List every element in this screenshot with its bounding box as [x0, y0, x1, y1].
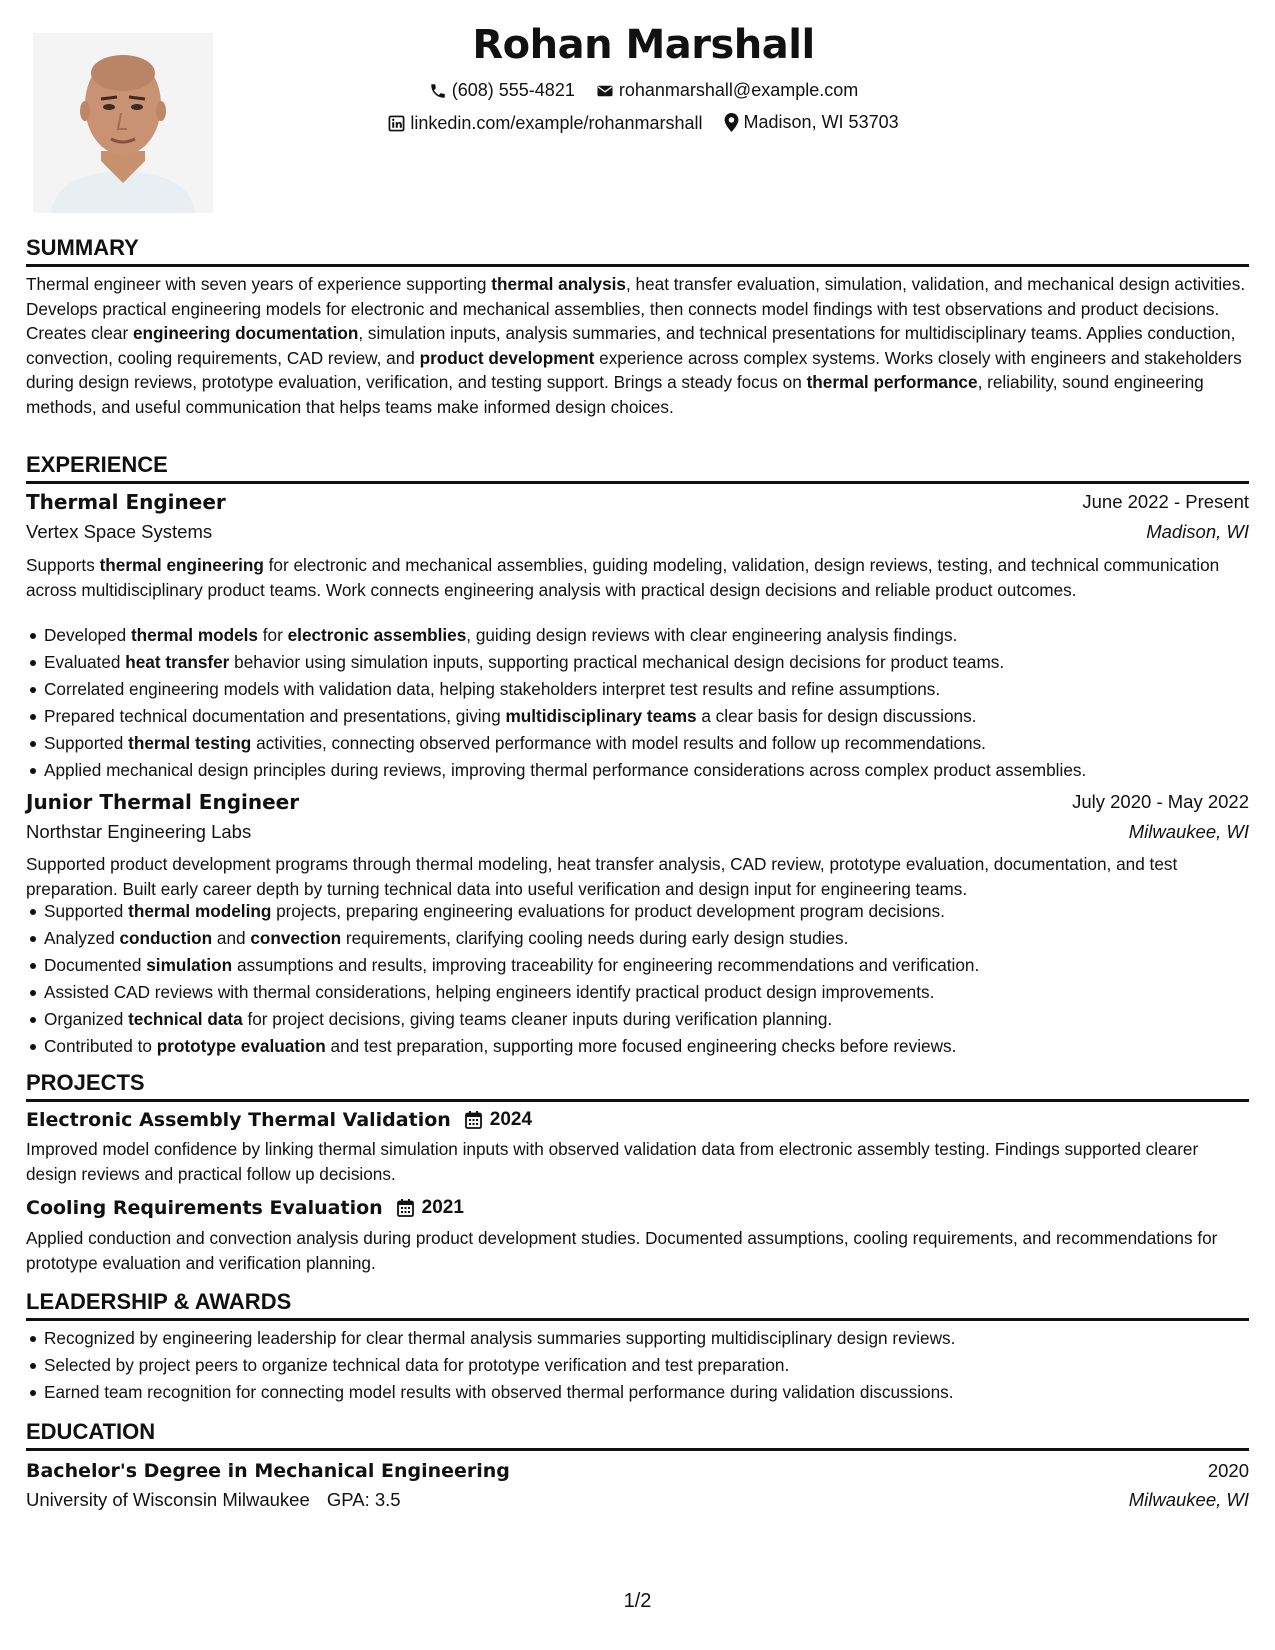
education-divider: [26, 1448, 1249, 1451]
text-segment: Contributed to: [44, 1036, 157, 1056]
text-segment: Supported product development programs through thermal modeling, heat transfer analysis, CAD review, prototype evaluation, documentation, and test preparation. Built early career depth by turning technical data into useful verification and design input for engineering teams.: [26, 854, 1178, 899]
text-segment: a clear basis for design discussions.: [696, 706, 977, 726]
contact-row-secondary: [0, 112, 1275, 137]
page-number: 1/2: [623, 1590, 652, 1612]
gpa: GPA: 3.5: [326, 1489, 401, 1510]
text-segment: , reliability, sound engineering methods, and useful communication that helps teams make informed design choices.: [26, 372, 1204, 417]
contact-linkedin[interactable]: [388, 113, 702, 134]
text-segment: activities, connecting observed performance with model results and follow up recommendations.: [251, 733, 986, 753]
job-company: Vertex Space Systems: [26, 521, 213, 542]
text-segment: Organized: [44, 1009, 129, 1029]
bullet-item: Recognized by engineering leadership for clear thermal analysis summaries supporting multidisciplinary design reviews.: [26, 1325, 1251, 1352]
job-dates: July 2020 - May 2022: [1072, 791, 1249, 812]
experience-heading: EXPERIENCE: [26, 452, 168, 477]
emphasis-text: thermal models: [130, 625, 258, 645]
text-segment: Thermal engineer with seven years of experience supporting: [26, 274, 492, 294]
email-text: rohanmarshall@example.com: [618, 80, 859, 100]
text-segment: , heat transfer evaluation, simulation, validation, and mechanical design activities. Develops practical engineering models for electronic and mechanical assemblies, then connects model findings with test observations and product decisions. Creates clear: [26, 274, 1246, 343]
graduation-year: 2020: [1207, 1460, 1249, 1481]
emphasis-text: product development: [419, 347, 595, 368]
text-segment: behavior using simulation inputs, supporting practical mechanical design decisions for product teams.: [229, 652, 1005, 672]
summary-text: [26, 272, 1251, 419]
bullet-item: [26, 979, 1251, 1006]
education-heading: EDUCATION: [26, 1419, 156, 1444]
text-segment: for: [258, 625, 288, 645]
bullet-item: Earned team recognition for connecting model results with observed thermal performance during validation discussions.: [26, 1379, 1251, 1406]
job-title: Thermal Engineer: [26, 490, 226, 514]
bullet-item: [26, 649, 1251, 676]
phone-text: (608) 555-4821: [451, 80, 575, 100]
leadership-bullets: [26, 1325, 1251, 1406]
summary-heading: SUMMARY: [26, 235, 139, 260]
emphasis-text: thermal engineering: [99, 555, 264, 575]
bullet-item: Selected by project peers to organize technical data for prototype verification and test preparation.: [26, 1352, 1251, 1379]
bullet-item: [26, 676, 1251, 703]
linkedin-text: linkedin.com/example/rohanmarshall: [410, 113, 703, 133]
job-location: Madison, WI: [1146, 521, 1249, 542]
bullet-item: [26, 1033, 1251, 1060]
text-segment: experience across complex systems. Works closely with engineers and stakeholders during design reviews, prototype evaluation, verification, and testing support. Brings a steady focus on: [26, 347, 1242, 392]
job-dates: June 2022 - Present: [1082, 491, 1249, 512]
text-segment: projects, preparing engineering evaluations for product development program decisions.: [271, 901, 945, 921]
text-segment: Analyzed: [44, 928, 120, 948]
text-segment: for project decisions, giving teams cleaner inputs during verification planning.: [242, 1009, 833, 1029]
job-location: Milwaukee, WI: [1128, 821, 1249, 842]
bullet-item: [26, 925, 1251, 952]
project-name: Cooling Requirements Evaluation: [26, 1197, 383, 1219]
projects-divider: [26, 1099, 1249, 1102]
calendar-icon: [397, 1199, 414, 1217]
location-text: Madison, WI 53703: [743, 112, 899, 132]
contact-email[interactable]: [596, 80, 858, 101]
text-segment: Applied mechanical design principles during reviews, improving thermal performance considerations across complex product assemblies.: [44, 760, 1087, 780]
text-segment: Prepared technical documentation and presentations, giving: [44, 706, 506, 726]
candidate-name: Rohan Marshall: [472, 22, 815, 68]
bullet-item: [26, 1006, 1251, 1033]
emphasis-text: thermal testing: [128, 733, 252, 753]
text-segment: Supports: [26, 555, 100, 575]
project-description: Applied conduction and convection analysis during product development studies. Documented assumptions, cooling requirements, and recommendations for prototype evaluation and verification planning.: [26, 1228, 1218, 1273]
text-segment: requirements, clarifying cooling needs during early design studies.: [341, 928, 849, 948]
bullet-item: [26, 730, 1251, 757]
text-segment: Developed: [44, 625, 131, 645]
text-segment: and test preparation, supporting more focused engineering checks before reviews.: [325, 1036, 957, 1056]
leadership-divider: [26, 1318, 1249, 1321]
school-location: Milwaukee, WI: [1128, 1489, 1249, 1510]
project-year: 2021: [421, 1197, 464, 1218]
job-description: [26, 553, 1251, 602]
job-bullets: [26, 622, 1251, 784]
bullet-item: [26, 622, 1251, 649]
contact-phone[interactable]: [429, 80, 575, 101]
project-name: Electronic Assembly Thermal Validation: [26, 1109, 451, 1131]
calendar-icon: [465, 1111, 482, 1129]
school-name: University of Wisconsin Milwaukee: [26, 1489, 310, 1510]
project-title: [26, 1197, 464, 1219]
job-bullets: [26, 898, 1251, 1060]
emphasis-text: heat transfer: [125, 652, 230, 672]
emphasis-text: convection: [250, 928, 342, 948]
emphasis-text: conduction: [119, 928, 213, 948]
text-segment: , simulation inputs, analysis summaries, and technical presentations for multidisciplinary teams. Applies conduction, convection, cooling requirements, CAD review, and: [26, 323, 1236, 368]
phone-icon: [429, 82, 447, 100]
contact-row-primary: [0, 80, 1275, 105]
text-segment: assumptions and results, improving traceability for engineering recommendations and verification.: [232, 955, 980, 975]
experience-divider: [26, 481, 1249, 484]
project-year: 2024: [489, 1109, 533, 1130]
job-company: Northstar Engineering Labs: [26, 821, 252, 842]
emphasis-text: simulation: [146, 955, 233, 975]
envelope-icon: [596, 82, 614, 100]
text-segment: Correlated engineering models with validation data, helping stakeholders interpret test results and refine assumptions.: [44, 679, 941, 699]
bullet-item: [26, 703, 1251, 730]
emphasis-text: technical data: [128, 1009, 243, 1029]
school-line: [26, 1489, 401, 1511]
degree-title: Bachelor's Degree in Mechanical Engineering: [26, 1460, 510, 1482]
text-segment: , guiding design reviews with clear engineering analysis findings.: [466, 625, 958, 645]
linkedin-icon: [388, 115, 405, 132]
bullet-item: [26, 952, 1251, 979]
projects-heading: PROJECTS: [26, 1070, 145, 1095]
summary-divider: [26, 264, 1249, 267]
emphasis-text: thermal analysis: [491, 274, 626, 294]
text-segment: Assisted CAD reviews with thermal considerations, helping engineers identify practical product design improvements.: [44, 982, 935, 1002]
job-title: Junior Thermal Engineer: [26, 790, 300, 814]
bullet-item: [26, 757, 1251, 784]
emphasis-text: thermal modeling: [128, 901, 272, 921]
leadership-heading: LEADERSHIP & AWARDS: [26, 1289, 292, 1314]
bullet-item: [26, 898, 1251, 925]
text-segment: for electronic and mechanical assemblies, guiding modeling, validation, design reviews, testing, and technical communication across multidisciplinary product teams. Work connects engineering analysis with practical design decisions and reliable product outcomes.: [26, 555, 1220, 600]
text-segment: Supported: [44, 733, 129, 753]
emphasis-text: engineering documentation: [133, 323, 359, 343]
project-description: Improved model confidence by linking thermal simulation inputs with observed validation data from electronic assembly testing. Findings supported clearer design reviews and practical follow up decisions.: [26, 1139, 1199, 1184]
contact-location: [724, 112, 899, 133]
emphasis-text: thermal performance: [806, 372, 978, 392]
text-segment: Evaluated: [44, 652, 126, 672]
text-segment: and: [212, 928, 251, 948]
job-description: [26, 852, 1251, 901]
emphasis-text: multidisciplinary teams: [505, 706, 697, 726]
project-title: [26, 1109, 532, 1131]
emphasis-text: prototype evaluation: [156, 1036, 326, 1056]
emphasis-text: electronic assemblies: [287, 625, 467, 645]
map-pin-icon: [724, 113, 739, 132]
text-segment: Documented: [44, 955, 147, 975]
text-segment: Supported: [44, 901, 129, 921]
